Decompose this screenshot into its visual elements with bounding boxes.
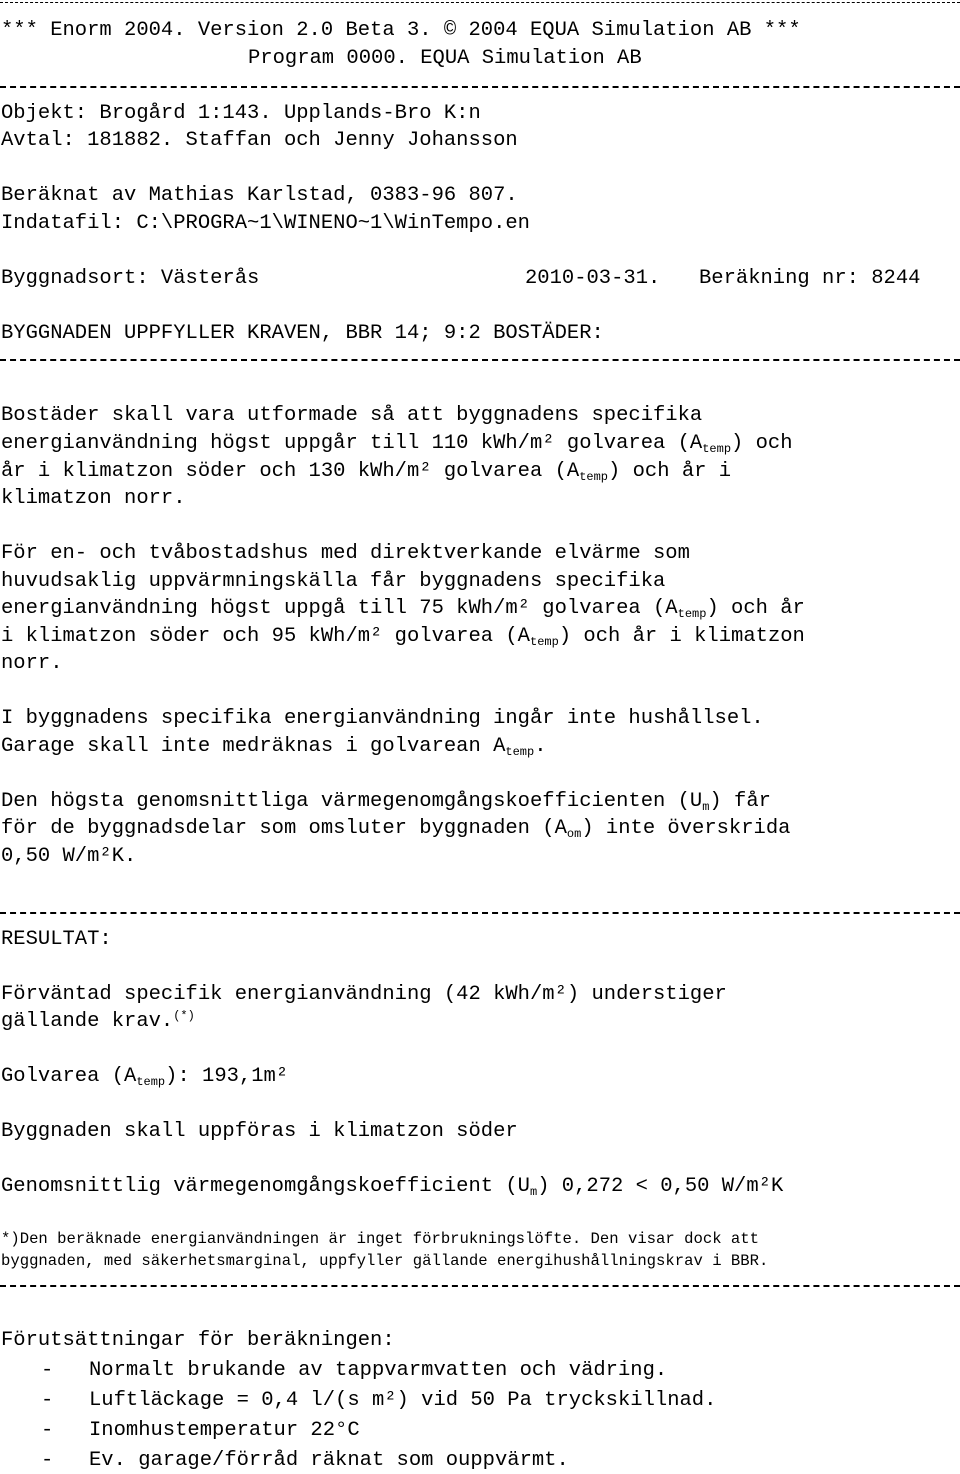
um-line: Genomsnittlig värmegenomgångskoefficient $(U_m) 0,272 < 0,50$ W/m²K <box>1 1175 784 1199</box>
paragraph-line: huvudsaklig uppvärmningskälla får byggnadens specifika <box>1 570 666 593</box>
krav-heading: BYGGNADEN UPPFYLLER KRAVEN, BBR 14; 9:2 BOSTÄDER: <box>1 322 604 345</box>
golvarea-line: Golvarea $(A_{temp})$: 193,1m² <box>1 1065 289 1089</box>
separator <box>0 1285 960 1287</box>
objekt-line: Objekt: Brogård 1:143. Upplands-Bro K:n <box>1 102 481 125</box>
avtal-line: Avtal: 181882. Staffan och Jenny Johansson <box>1 129 518 152</box>
list-item: - Luftläckage = 0,4 l/(s m²) vid 50 Pa tryckskillnad. <box>41 1389 717 1412</box>
result-heading: RESULTAT: <box>1 928 112 951</box>
footnote-line: byggnaden, med säkerhetsmarginal, uppfyller gällande energihushållningskrav i BBR. <box>1 1252 769 1270</box>
paragraph-line: Bostäder skall vara utformade så att byggnadens specifika <box>1 404 703 427</box>
paragraph-line: norr. <box>1 652 63 675</box>
separator <box>0 359 960 361</box>
paragraph-line: i klimatzon söder och 95 kWh/m² golvarea $(A_{temp})$ och år i klimatzon <box>1 625 805 649</box>
paragraph-line: energianvändning högst uppgår till 110 kWh/m² golvarea $(A_{temp})$ och <box>1 432 793 456</box>
footnote-line: *)Den beräknade energianvändningen är inget förbrukningslöfte. Den visar dock att <box>1 1230 759 1248</box>
paragraph-line: för de byggnadsdelar som omsluter byggnaden $(A_{om})$ inte överskrida <box>1 817 791 841</box>
separator <box>0 912 960 914</box>
program-subheader: Program 0000. EQUA Simulation AB <box>248 47 642 70</box>
program-header: *** Enorm 2004. Version 2.0 Beta 3. © 2004 EQUA Simulation AB *** <box>1 19 801 42</box>
paragraph-line: Garage skall inte medräknas i golvarean $A_{temp}$. <box>1 735 547 759</box>
list-item: - Ev. garage/förråd räknat som ouppvärmt. <box>41 1449 569 1472</box>
berakning-nr: Beräkning nr: 8244 <box>699 267 921 290</box>
paragraph-line: I byggnadens specifika energianvändning ingår inte hushållsel. <box>1 707 764 730</box>
footnote-mark: (*) <box>173 1009 195 1023</box>
paragraph-line: energianvändning högst uppgå till 75 kWh/m² golvarea $(A_{temp})$ och år <box>1 597 805 621</box>
klimatzon-line: Byggnaden skall uppföras i klimatzon söder <box>1 1120 518 1143</box>
conditions-heading: Förutsättningar för beräkningen: <box>1 1329 395 1352</box>
separator <box>0 2 960 3</box>
separator <box>0 86 960 88</box>
indatafil-line: Indatafil: C:\PROGRA~1\WINENO~1\WinTempo.en <box>1 212 530 235</box>
paragraph-line: För en- och tvåbostadshus med direktverkande elvärme som <box>1 542 690 565</box>
result-line: gällande krav.(*) <box>1 1009 195 1033</box>
result-line: Förväntad specifik energianvändning (42 kWh/m²) understiger <box>1 983 727 1006</box>
paragraph-line: klimatzon norr. <box>1 487 186 510</box>
paragraph-line: år i klimatzon söder och 130 kWh/m² golvarea $(A_{temp})$ och år i <box>1 460 732 484</box>
byggnadsort-line: Byggnadsort: Västerås <box>1 267 260 290</box>
paragraph-line: 0,50 W/m²K. <box>1 845 137 868</box>
list-item: - Inomhustemperatur 22°C <box>41 1419 360 1442</box>
beraknat-line: Beräknat av Mathias Karlstad, 0383-96 807. <box>1 184 518 207</box>
list-item: - Normalt brukande av tappvarmvatten och vädring. <box>41 1359 668 1382</box>
datum: 2010-03-31. <box>525 267 661 290</box>
paragraph-line: Den högsta genomsnittliga värmegenomgångskoefficienten $(U_m)$ får <box>1 790 771 814</box>
